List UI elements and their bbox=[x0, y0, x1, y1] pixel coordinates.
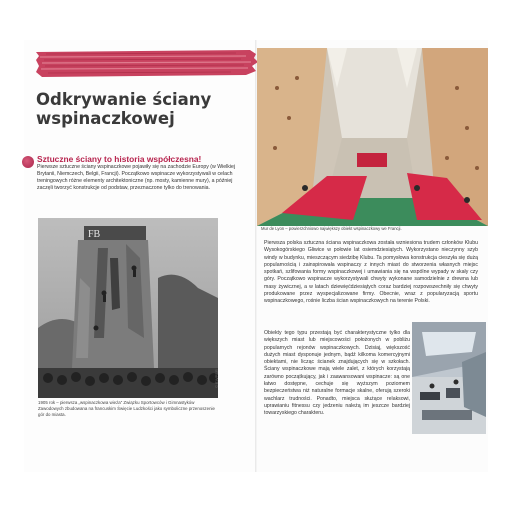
chapter-title-line-2: wspinaczkowej bbox=[36, 109, 175, 128]
climbing-gym-photo bbox=[257, 48, 488, 226]
body-paragraph-2: Obiekty tego typu przestają być charakterystyczne tylko dla większych miast lub miejscowości położonych w pobliżu popularnych rejonów wspinaczkowych. Dzisiaj, większość dużych miast dysponuje jednym, bądź kilkoma komercyjnymi obiektami, nie licząc ścianek znajdujących się w szkołach. Ściany wspinaczkowe mają wiele zalet, z których korzystają zarówno początkujący, jak i zaawansowani wspinacze: są one łatwo dostępne, cechuje się wyższym poziomem bezpieczeństwa niż naturalne formacje skalne, oferują szeroki wachlarz trudności. Ponadto, miejsca służące relaksowi, uprawianiu fitnessu czy jedzeniu należą im jeszcze bardziej towarzyskiego charakteru. bbox=[264, 330, 410, 417]
bullet-dot-icon bbox=[22, 156, 34, 168]
historic-photo-caption: 1905 rok – pierwsza „wspinaczkowa wieża” Związku Sportowców i Gimnastyków Zawodowych zbudowana na francuskim Święcie Ludzkości jako symboliczne przenoszenie gór do miasta. bbox=[38, 400, 215, 417]
indoor-gym-photo bbox=[412, 322, 486, 434]
intro-paragraph: Pierwsze sztuczne ściany wspinaczkowe pojawiły się na zachodzie Europy (w Wielkiej Brytanii, Niemczech, Belgii, Francji). Początkowo wspinacze wykorzystywali w celach treningowych różne elementy architektoniczne (np. mosty, kamienne mury), a później zaczęli tworzyć konstrukcje od podstaw, przeznaczone tylko do trenowania. bbox=[37, 164, 236, 192]
historic-tower-photo bbox=[38, 218, 218, 398]
body-paragraph-1: Pierwsza polska sztuczna ściana wspinaczkowa została wzniesiona trudem członków Klubu Wysokogórskiego Gliwice w połowie lat osiemdziesiątych. Wykorzystano nieczynny szyb windy w budynku, mieszczącym siedzibę Klubu. Ta pomysłowa konstrukcja cieszyła się dużą popularnością i zainspirowała wspinaczy z innych miast do stworzenia własnych miejsc spotkań, szlifowania formy wspinaczkowej i umawiania się na wspólne wypady w skały czy góry. Początkowo wspinacze wykorzystywali chwyty wykonane samodzielnie z drewna lub masy żywicznej, a w latach dziewięćdziesiątych coraz bardziej rozpowszechniły się chwyty produkowane przez wyspecjalizowane firmy. Obecnie, wraz z popularyzacją sportu wspinaczkowego, rośnie liczba ścian wspinaczkowych na terenie Polski. bbox=[264, 240, 478, 305]
chapter-title-line-1: Odkrywanie ściany bbox=[36, 90, 212, 109]
gym-photo-caption: Mur de Lyon – powierzchniowo największy obiekt wspinaczkowy we Francji. bbox=[261, 226, 402, 231]
chapter-title bbox=[36, 90, 251, 128]
historic-photo-credit: © EWPSR bbox=[214, 369, 219, 388]
svg-text:FB: FB bbox=[88, 229, 101, 240]
section-heading: Sztuczne ściany to historia współczesna! bbox=[37, 154, 202, 164]
brush-stroke-banner bbox=[36, 48, 258, 78]
